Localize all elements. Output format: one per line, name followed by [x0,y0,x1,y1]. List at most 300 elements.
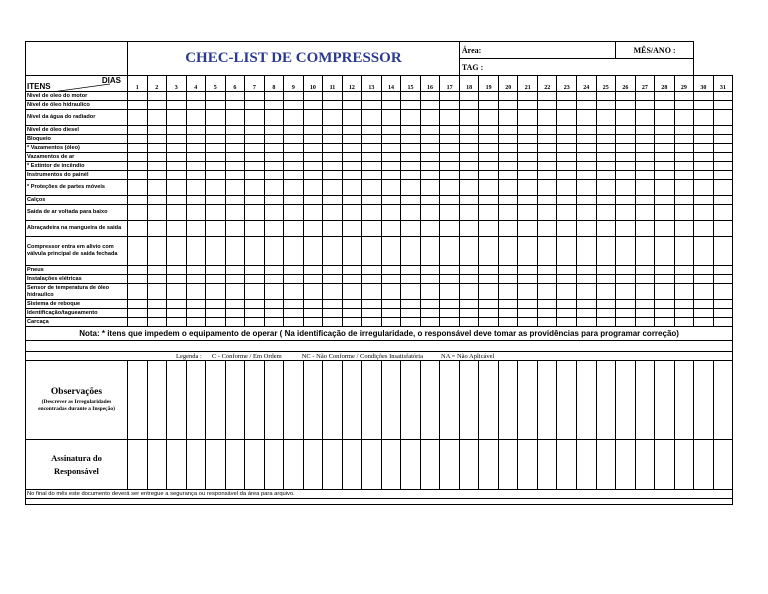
check-cell[interactable] [537,171,557,180]
check-cell[interactable] [498,126,518,135]
observation-cell[interactable] [596,361,616,440]
check-cell[interactable] [206,135,226,144]
check-cell[interactable] [635,284,655,300]
check-cell[interactable] [596,110,616,126]
check-cell[interactable] [225,92,245,101]
check-cell[interactable] [381,309,401,318]
check-cell[interactable] [245,92,265,101]
check-cell[interactable] [186,237,206,266]
check-cell[interactable] [342,144,362,153]
check-cell[interactable] [362,144,382,153]
check-cell[interactable] [518,284,538,300]
check-cell[interactable] [362,300,382,309]
check-cell[interactable] [342,266,362,275]
check-cell[interactable] [264,266,284,275]
check-cell[interactable] [420,153,440,162]
check-cell[interactable] [167,162,187,171]
check-cell[interactable] [596,318,616,327]
check-cell[interactable] [635,171,655,180]
check-cell[interactable] [167,92,187,101]
check-cell[interactable] [694,171,714,180]
check-cell[interactable] [342,135,362,144]
check-cell[interactable] [186,275,206,284]
check-cell[interactable] [303,318,323,327]
check-cell[interactable] [206,153,226,162]
check-cell[interactable] [167,171,187,180]
check-cell[interactable] [635,153,655,162]
check-cell[interactable] [616,284,636,300]
check-cell[interactable] [577,284,597,300]
check-cell[interactable] [127,171,147,180]
check-cell[interactable] [674,135,694,144]
check-cell[interactable] [694,162,714,171]
check-cell[interactable] [674,162,694,171]
check-cell[interactable] [440,180,460,196]
check-cell[interactable] [284,237,304,266]
check-cell[interactable] [596,162,616,171]
check-cell[interactable] [225,180,245,196]
check-cell[interactable] [420,318,440,327]
check-cell[interactable] [518,180,538,196]
check-cell[interactable] [518,162,538,171]
check-cell[interactable] [459,162,479,171]
check-cell[interactable] [518,92,538,101]
check-cell[interactable] [479,162,499,171]
check-cell[interactable] [186,126,206,135]
check-cell[interactable] [635,135,655,144]
check-cell[interactable] [381,153,401,162]
check-cell[interactable] [537,162,557,171]
check-cell[interactable] [264,309,284,318]
check-cell[interactable] [323,275,343,284]
check-cell[interactable] [577,92,597,101]
check-cell[interactable] [381,110,401,126]
check-cell[interactable] [498,266,518,275]
observation-cell[interactable] [206,361,226,440]
check-cell[interactable] [537,135,557,144]
check-cell[interactable] [616,318,636,327]
check-cell[interactable] [498,196,518,205]
check-cell[interactable] [596,300,616,309]
check-cell[interactable] [479,205,499,221]
check-cell[interactable] [694,110,714,126]
check-cell[interactable] [674,237,694,266]
check-cell[interactable] [635,144,655,153]
signature-cell[interactable] [342,440,362,490]
check-cell[interactable] [655,266,675,275]
check-cell[interactable] [401,92,421,101]
signature-cell[interactable] [401,440,421,490]
check-cell[interactable] [401,318,421,327]
check-cell[interactable] [440,318,460,327]
check-cell[interactable] [342,205,362,221]
check-cell[interactable] [537,92,557,101]
check-cell[interactable] [284,144,304,153]
check-cell[interactable] [323,153,343,162]
check-cell[interactable] [557,221,577,237]
signature-cell[interactable] [186,440,206,490]
check-cell[interactable] [440,196,460,205]
check-cell[interactable] [186,101,206,110]
check-cell[interactable] [167,196,187,205]
check-cell[interactable] [498,153,518,162]
check-cell[interactable] [674,110,694,126]
check-cell[interactable] [479,110,499,126]
observation-cell[interactable] [264,361,284,440]
check-cell[interactable] [557,153,577,162]
check-cell[interactable] [440,309,460,318]
observation-cell[interactable] [694,361,714,440]
check-cell[interactable] [557,300,577,309]
check-cell[interactable] [596,144,616,153]
check-cell[interactable] [694,205,714,221]
check-cell[interactable] [674,300,694,309]
signature-cell[interactable] [284,440,304,490]
check-cell[interactable] [655,205,675,221]
check-cell[interactable] [127,221,147,237]
check-cell[interactable] [284,101,304,110]
check-cell[interactable] [498,110,518,126]
check-cell[interactable] [381,162,401,171]
check-cell[interactable] [420,144,440,153]
check-cell[interactable] [206,284,226,300]
check-cell[interactable] [674,205,694,221]
check-cell[interactable] [362,180,382,196]
check-cell[interactable] [303,171,323,180]
check-cell[interactable] [420,221,440,237]
check-cell[interactable] [577,266,597,275]
check-cell[interactable] [245,266,265,275]
check-cell[interactable] [381,237,401,266]
check-cell[interactable] [518,135,538,144]
check-cell[interactable] [713,205,733,221]
check-cell[interactable] [206,110,226,126]
check-cell[interactable] [537,284,557,300]
check-cell[interactable] [557,92,577,101]
check-cell[interactable] [674,221,694,237]
check-cell[interactable] [245,300,265,309]
check-cell[interactable] [713,221,733,237]
check-cell[interactable] [342,180,362,196]
check-cell[interactable] [498,144,518,153]
check-cell[interactable] [225,275,245,284]
check-cell[interactable] [577,171,597,180]
check-cell[interactable] [167,221,187,237]
check-cell[interactable] [440,144,460,153]
check-cell[interactable] [264,101,284,110]
check-cell[interactable] [713,144,733,153]
check-cell[interactable] [459,266,479,275]
check-cell[interactable] [264,318,284,327]
check-cell[interactable] [167,101,187,110]
check-cell[interactable] [381,126,401,135]
check-cell[interactable] [303,126,323,135]
check-cell[interactable] [537,266,557,275]
check-cell[interactable] [635,221,655,237]
check-cell[interactable] [674,196,694,205]
check-cell[interactable] [655,300,675,309]
check-cell[interactable] [616,266,636,275]
check-cell[interactable] [264,110,284,126]
check-cell[interactable] [635,162,655,171]
check-cell[interactable] [167,205,187,221]
check-cell[interactable] [342,110,362,126]
check-cell[interactable] [381,318,401,327]
check-cell[interactable] [479,318,499,327]
check-cell[interactable] [342,221,362,237]
check-cell[interactable] [518,205,538,221]
check-cell[interactable] [127,153,147,162]
check-cell[interactable] [596,284,616,300]
check-cell[interactable] [616,237,636,266]
check-cell[interactable] [284,275,304,284]
check-cell[interactable] [245,110,265,126]
check-cell[interactable] [420,126,440,135]
check-cell[interactable] [323,237,343,266]
check-cell[interactable] [420,309,440,318]
check-cell[interactable] [264,284,284,300]
check-cell[interactable] [362,196,382,205]
check-cell[interactable] [440,275,460,284]
check-cell[interactable] [635,309,655,318]
observation-cell[interactable] [303,361,323,440]
check-cell[interactable] [713,153,733,162]
check-cell[interactable] [323,171,343,180]
check-cell[interactable] [323,309,343,318]
check-cell[interactable] [674,126,694,135]
check-cell[interactable] [655,180,675,196]
check-cell[interactable] [498,318,518,327]
check-cell[interactable] [596,275,616,284]
check-cell[interactable] [616,309,636,318]
observation-cell[interactable] [401,361,421,440]
check-cell[interactable] [713,101,733,110]
check-cell[interactable] [713,110,733,126]
check-cell[interactable] [381,135,401,144]
signature-cell[interactable] [362,440,382,490]
check-cell[interactable] [479,309,499,318]
check-cell[interactable] [577,144,597,153]
signature-cell[interactable] [596,440,616,490]
check-cell[interactable] [655,92,675,101]
check-cell[interactable] [518,300,538,309]
check-cell[interactable] [127,275,147,284]
observation-cell[interactable] [498,361,518,440]
check-cell[interactable] [362,237,382,266]
check-cell[interactable] [694,196,714,205]
check-cell[interactable] [440,171,460,180]
check-cell[interactable] [323,300,343,309]
check-cell[interactable] [225,205,245,221]
check-cell[interactable] [655,101,675,110]
check-cell[interactable] [323,110,343,126]
observation-cell[interactable] [147,361,167,440]
check-cell[interactable] [342,309,362,318]
check-cell[interactable] [206,171,226,180]
check-cell[interactable] [264,205,284,221]
check-cell[interactable] [577,237,597,266]
check-cell[interactable] [518,126,538,135]
check-cell[interactable] [479,144,499,153]
check-cell[interactable] [420,300,440,309]
check-cell[interactable] [147,101,167,110]
signature-cell[interactable] [518,440,538,490]
check-cell[interactable] [225,266,245,275]
check-cell[interactable] [557,284,577,300]
check-cell[interactable] [186,110,206,126]
check-cell[interactable] [616,300,636,309]
check-cell[interactable] [127,205,147,221]
check-cell[interactable] [284,284,304,300]
check-cell[interactable] [284,153,304,162]
check-cell[interactable] [459,196,479,205]
check-cell[interactable] [245,153,265,162]
check-cell[interactable] [498,171,518,180]
check-cell[interactable] [537,309,557,318]
check-cell[interactable] [694,135,714,144]
check-cell[interactable] [401,180,421,196]
check-cell[interactable] [303,266,323,275]
check-cell[interactable] [323,144,343,153]
check-cell[interactable] [557,135,577,144]
check-cell[interactable] [616,110,636,126]
check-cell[interactable] [167,318,187,327]
check-cell[interactable] [577,180,597,196]
check-cell[interactable] [674,92,694,101]
check-cell[interactable] [303,300,323,309]
check-cell[interactable] [655,221,675,237]
check-cell[interactable] [713,309,733,318]
check-cell[interactable] [362,110,382,126]
signature-cell[interactable] [655,440,675,490]
check-cell[interactable] [323,126,343,135]
check-cell[interactable] [303,275,323,284]
check-cell[interactable] [577,126,597,135]
check-cell[interactable] [186,266,206,275]
check-cell[interactable] [655,153,675,162]
check-cell[interactable] [303,309,323,318]
check-cell[interactable] [537,144,557,153]
check-cell[interactable] [323,196,343,205]
check-cell[interactable] [459,92,479,101]
observation-cell[interactable] [284,361,304,440]
check-cell[interactable] [303,153,323,162]
check-cell[interactable] [147,205,167,221]
check-cell[interactable] [381,284,401,300]
check-cell[interactable] [264,237,284,266]
check-cell[interactable] [206,237,226,266]
check-cell[interactable] [323,101,343,110]
signature-cell[interactable] [420,440,440,490]
check-cell[interactable] [459,135,479,144]
check-cell[interactable] [440,126,460,135]
signature-cell[interactable] [713,440,733,490]
check-cell[interactable] [616,162,636,171]
check-cell[interactable] [479,92,499,101]
check-cell[interactable] [127,300,147,309]
signature-cell[interactable] [147,440,167,490]
observation-cell[interactable] [381,361,401,440]
check-cell[interactable] [537,101,557,110]
check-cell[interactable] [245,180,265,196]
check-cell[interactable] [401,110,421,126]
check-cell[interactable] [147,110,167,126]
check-cell[interactable] [596,237,616,266]
check-cell[interactable] [186,144,206,153]
observation-cell[interactable] [362,361,382,440]
check-cell[interactable] [577,110,597,126]
check-cell[interactable] [206,266,226,275]
check-cell[interactable] [518,221,538,237]
check-cell[interactable] [342,92,362,101]
check-cell[interactable] [225,237,245,266]
check-cell[interactable] [225,135,245,144]
check-cell[interactable] [616,153,636,162]
check-cell[interactable] [147,162,167,171]
check-cell[interactable] [557,110,577,126]
check-cell[interactable] [225,153,245,162]
observation-cell[interactable] [479,361,499,440]
check-cell[interactable] [616,92,636,101]
check-cell[interactable] [420,101,440,110]
check-cell[interactable] [401,171,421,180]
check-cell[interactable] [596,180,616,196]
check-cell[interactable] [167,284,187,300]
check-cell[interactable] [147,180,167,196]
check-cell[interactable] [323,221,343,237]
observation-cell[interactable] [635,361,655,440]
check-cell[interactable] [225,221,245,237]
check-cell[interactable] [440,237,460,266]
check-cell[interactable] [635,237,655,266]
check-cell[interactable] [655,196,675,205]
check-cell[interactable] [167,237,187,266]
check-cell[interactable] [147,92,167,101]
check-cell[interactable] [303,221,323,237]
check-cell[interactable] [635,110,655,126]
check-cell[interactable] [303,196,323,205]
check-cell[interactable] [206,196,226,205]
check-cell[interactable] [498,309,518,318]
check-cell[interactable] [401,196,421,205]
check-cell[interactable] [713,300,733,309]
signature-cell[interactable] [635,440,655,490]
signature-cell[interactable] [323,440,343,490]
check-cell[interactable] [225,318,245,327]
check-cell[interactable] [303,101,323,110]
signature-cell[interactable] [537,440,557,490]
check-cell[interactable] [127,135,147,144]
check-cell[interactable] [206,180,226,196]
check-cell[interactable] [713,135,733,144]
check-cell[interactable] [518,275,538,284]
check-cell[interactable] [537,237,557,266]
check-cell[interactable] [323,318,343,327]
check-cell[interactable] [284,92,304,101]
check-cell[interactable] [479,284,499,300]
check-cell[interactable] [557,171,577,180]
check-cell[interactable] [655,135,675,144]
check-cell[interactable] [459,153,479,162]
tag-field[interactable]: TAG : [459,59,693,76]
check-cell[interactable] [498,205,518,221]
check-cell[interactable] [147,153,167,162]
check-cell[interactable] [694,92,714,101]
check-cell[interactable] [284,162,304,171]
check-cell[interactable] [381,266,401,275]
check-cell[interactable] [420,135,440,144]
check-cell[interactable] [498,92,518,101]
